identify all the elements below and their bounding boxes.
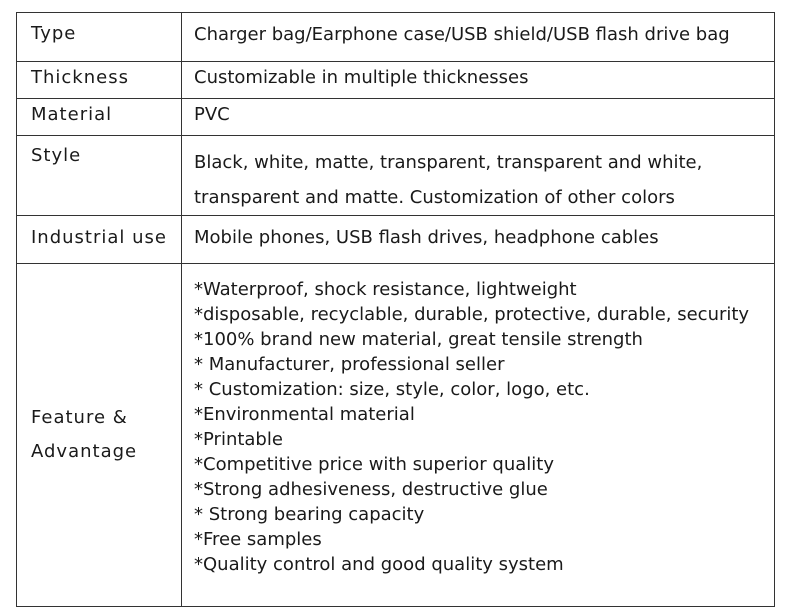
feature-list [194, 277, 774, 577]
feature-item: *Printable [194, 429, 283, 450]
product-spec-table [16, 12, 775, 607]
row-value-style [182, 136, 775, 216]
table-row-type [17, 13, 775, 62]
feature-item: *100% brand new material, great tensile strength [194, 329, 643, 350]
table-row-style [17, 136, 775, 216]
feature-item: *Strong adhesiveness, destructive glue [194, 479, 548, 500]
feature-item: *disposable, recyclable, durable, protective, durable, security [194, 304, 750, 325]
row-value-type: Charger bag/Earphone case/USB shield/USB flash drive bag [182, 13, 775, 62]
table-row-feature-advantage [17, 264, 775, 607]
feature-label-line: Feature & [31, 407, 128, 428]
row-value-material: PVC [182, 99, 775, 136]
feature-item: *Quality control and good quality system [194, 554, 564, 575]
feature-item: *Competitive price with superior quality [194, 454, 555, 475]
row-value-thickness: Customizable in multiple thicknesses [182, 62, 775, 99]
row-value-feature-advantage [182, 264, 775, 607]
row-label-thickness: Thickness [17, 62, 182, 99]
row-label-feature-advantage [17, 264, 182, 607]
row-label-industrial-use: Industrial use [17, 216, 182, 264]
feature-item: *Waterproof, shock resistance, lightweight [194, 279, 577, 300]
feature-item: * Strong bearing capacity [194, 504, 425, 525]
row-label-style: Style [17, 136, 182, 216]
row-value-industrial-use: Mobile phones, USB flash drives, headphone cables [182, 216, 775, 264]
style-value-line: Black, white, matte, transparent, transparent and white, [194, 152, 703, 173]
style-value-line: transparent and matte. Customization of other colors [194, 187, 675, 208]
table-row-thickness [17, 62, 775, 99]
row-label-type: Type [17, 13, 182, 62]
feature-item: *Environmental material [194, 404, 415, 425]
table-row-material [17, 99, 775, 136]
row-label-material: Material [17, 99, 182, 136]
feature-item: * Manufacturer, professional seller [194, 354, 505, 375]
table-row-industrial-use [17, 216, 775, 264]
feature-item: * Customization: size, style, color, logo, etc. [194, 379, 590, 400]
feature-item: *Free samples [194, 529, 322, 550]
feature-label-line: Advantage [31, 441, 138, 462]
